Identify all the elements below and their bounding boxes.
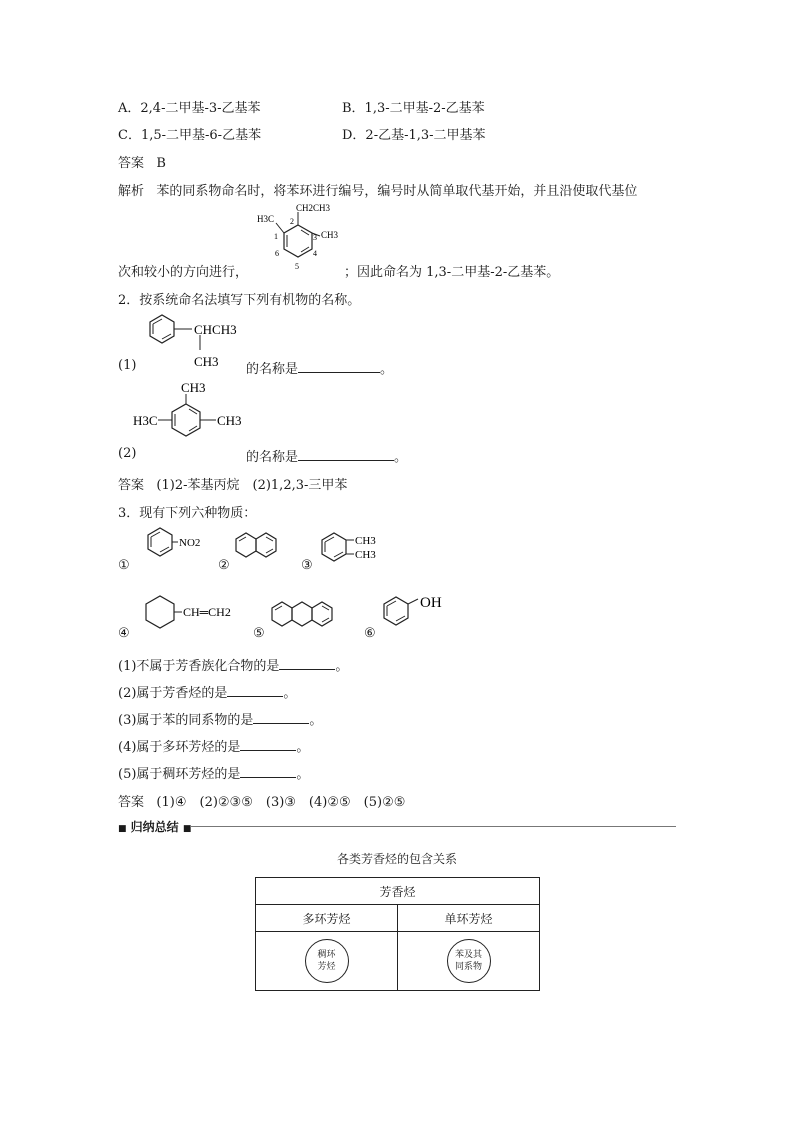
q3-item-4 [118, 736, 309, 755]
structure-xylene [314, 527, 394, 569]
ch3-label: CH3 [321, 230, 339, 240]
label-3: ③ [301, 558, 313, 573]
answer-blank [240, 738, 296, 751]
h3c-label: H3C [257, 214, 275, 224]
q3-item-1-text: (1)不属于芳香族化合物的是 [118, 659, 280, 674]
position-1: 1 [274, 232, 278, 241]
fused-aromatic-label: 稠环芳烃 [317, 950, 336, 972]
structure-vinylcyclohexane [128, 590, 248, 638]
q2-item1 [246, 358, 393, 377]
no2-label: NO2 [179, 537, 201, 549]
q2-item1-tail: 的名称是 [246, 362, 299, 377]
answer-value: B [156, 156, 166, 171]
q3-item-3-end: 。 [309, 713, 323, 728]
q1-analysis-line1 [118, 180, 637, 199]
ch3-a-label: CH3 [355, 535, 376, 547]
answer-label: 答案 [118, 156, 145, 171]
q3-item-1-end: 。 [335, 659, 349, 674]
q3-item-3 [118, 709, 322, 728]
label-5: ⑤ [253, 626, 265, 641]
analysis-text-1: 苯的同系物命名时，将苯环进行编号，编号时从简单取代基开始，并且沿使取代基位 [156, 184, 638, 199]
analysis-text-2-post: ；因此命名为 1,3-二甲基-2-乙基苯。 [344, 265, 560, 280]
ch3-top-label: CH3 [181, 380, 206, 395]
aromatic-relationship-table [255, 877, 540, 991]
answer-value: (1)2-苯基丙烷 (2)1,2,3-三甲苯 [156, 478, 348, 493]
answer-label: 答案 [118, 478, 145, 493]
h3c-label: H3C [133, 413, 158, 428]
ch3-right-label: CH3 [217, 413, 242, 428]
table-cell-polycyclic: 多环芳烃 [256, 905, 398, 932]
q2-item2 [246, 446, 407, 465]
structure-nitrobenzene [130, 525, 220, 573]
summary-heading-text: 归纳总结 [130, 820, 179, 834]
table-cell-monocyclic: 单环芳烃 [398, 905, 540, 932]
ch2ch3-label: CH2CH3 [296, 203, 331, 213]
table-cell-benzene-homologs [398, 932, 540, 991]
answer-blank [298, 448, 394, 461]
benzene-homologs-label: 苯及其同系物 [454, 950, 482, 972]
q2-structure-1 [130, 310, 248, 372]
q2-answer [118, 474, 347, 493]
q3-item-3-text: (3)属于苯的同系物的是 [118, 713, 254, 728]
option-d: D．2-乙基-1,3-二甲基苯 [342, 128, 486, 143]
fused-aromatic-circle [305, 939, 349, 983]
answer-blank [240, 765, 296, 778]
answer-blank [298, 360, 380, 373]
label-4: ④ [118, 626, 130, 641]
label-2: ② [218, 558, 230, 573]
answer-blank [253, 711, 309, 724]
position-6: 6 [275, 249, 279, 258]
q3-stem: 3．现有下列六种物质： [118, 506, 257, 521]
summary-heading [118, 818, 191, 835]
q2-structure-2 [130, 380, 250, 450]
analysis-text-2-pre: 次和较小的方向进行， [118, 265, 249, 280]
ch3-b-label: CH3 [355, 549, 376, 561]
q3-item-5-text: (5)属于稠环芳烃的是 [118, 767, 241, 782]
section-divider [190, 826, 676, 827]
q3-item-5 [118, 763, 309, 782]
position-3: 3 [313, 233, 317, 242]
summary-title: 各类芳香烃的包含关系 [336, 852, 457, 866]
answer-label: 答案 [118, 795, 145, 810]
q3-answer [118, 791, 405, 810]
answer-blank [279, 657, 335, 670]
q2-item1-end: 。 [380, 362, 394, 377]
answer-blank [227, 684, 283, 697]
q2-item1-number: (1) [118, 358, 137, 373]
position-4: 4 [313, 249, 317, 258]
answer-value: (1)④ (2)②③⑤ (3)③ (4)②⑤ (5)②⑤ [156, 795, 406, 810]
label-6: ⑥ [364, 626, 376, 641]
option-c: C．1,5-二甲基-6-乙基苯 [118, 128, 262, 143]
table-cell-fused [256, 932, 398, 991]
q3-item-2 [118, 682, 296, 701]
q3-item-4-end: 。 [296, 740, 310, 755]
ch3-label: CH3 [194, 354, 219, 369]
structure-anthracene [268, 596, 354, 636]
analysis-label: 解析 [118, 184, 145, 199]
position-5: 5 [295, 262, 299, 271]
structure-naphthalene [230, 527, 290, 569]
q3-item-2-end: 。 [283, 686, 297, 701]
q2-stem: 2．按系统命名法填写下列有机物的名称。 [118, 293, 361, 308]
position-2: 2 [290, 217, 294, 226]
chch3-label: CHCH3 [194, 322, 237, 337]
q3-item-2-text: (2)属于芳香烃的是 [118, 686, 228, 701]
q3-item-1 [118, 655, 348, 674]
q2-item2-end: 。 [394, 450, 408, 465]
option-a: A．2,4-二甲基-3-乙基苯 [118, 101, 261, 116]
oh-label: OH [420, 595, 442, 611]
label-1: ① [118, 558, 130, 573]
structure-phenol [376, 588, 466, 638]
q2-item2-number: (2) [118, 446, 137, 461]
square-bullet-icon: ■ [118, 824, 127, 834]
q3-item-5-end: 。 [296, 767, 310, 782]
table-header-aromatic: 芳香烃 [256, 878, 540, 905]
q2-item2-tail: 的名称是 [246, 450, 299, 465]
vinyl-label: CH═CH2 [183, 605, 231, 619]
q1-answer [118, 152, 166, 171]
square-bullet-icon: ■ [182, 824, 192, 834]
benzene-homologs-circle [447, 939, 491, 983]
option-b: B．1,3-二甲基-2-乙基苯 [342, 101, 485, 116]
q3-item-4-text: (4)属于多环芳烃的是 [118, 740, 241, 755]
